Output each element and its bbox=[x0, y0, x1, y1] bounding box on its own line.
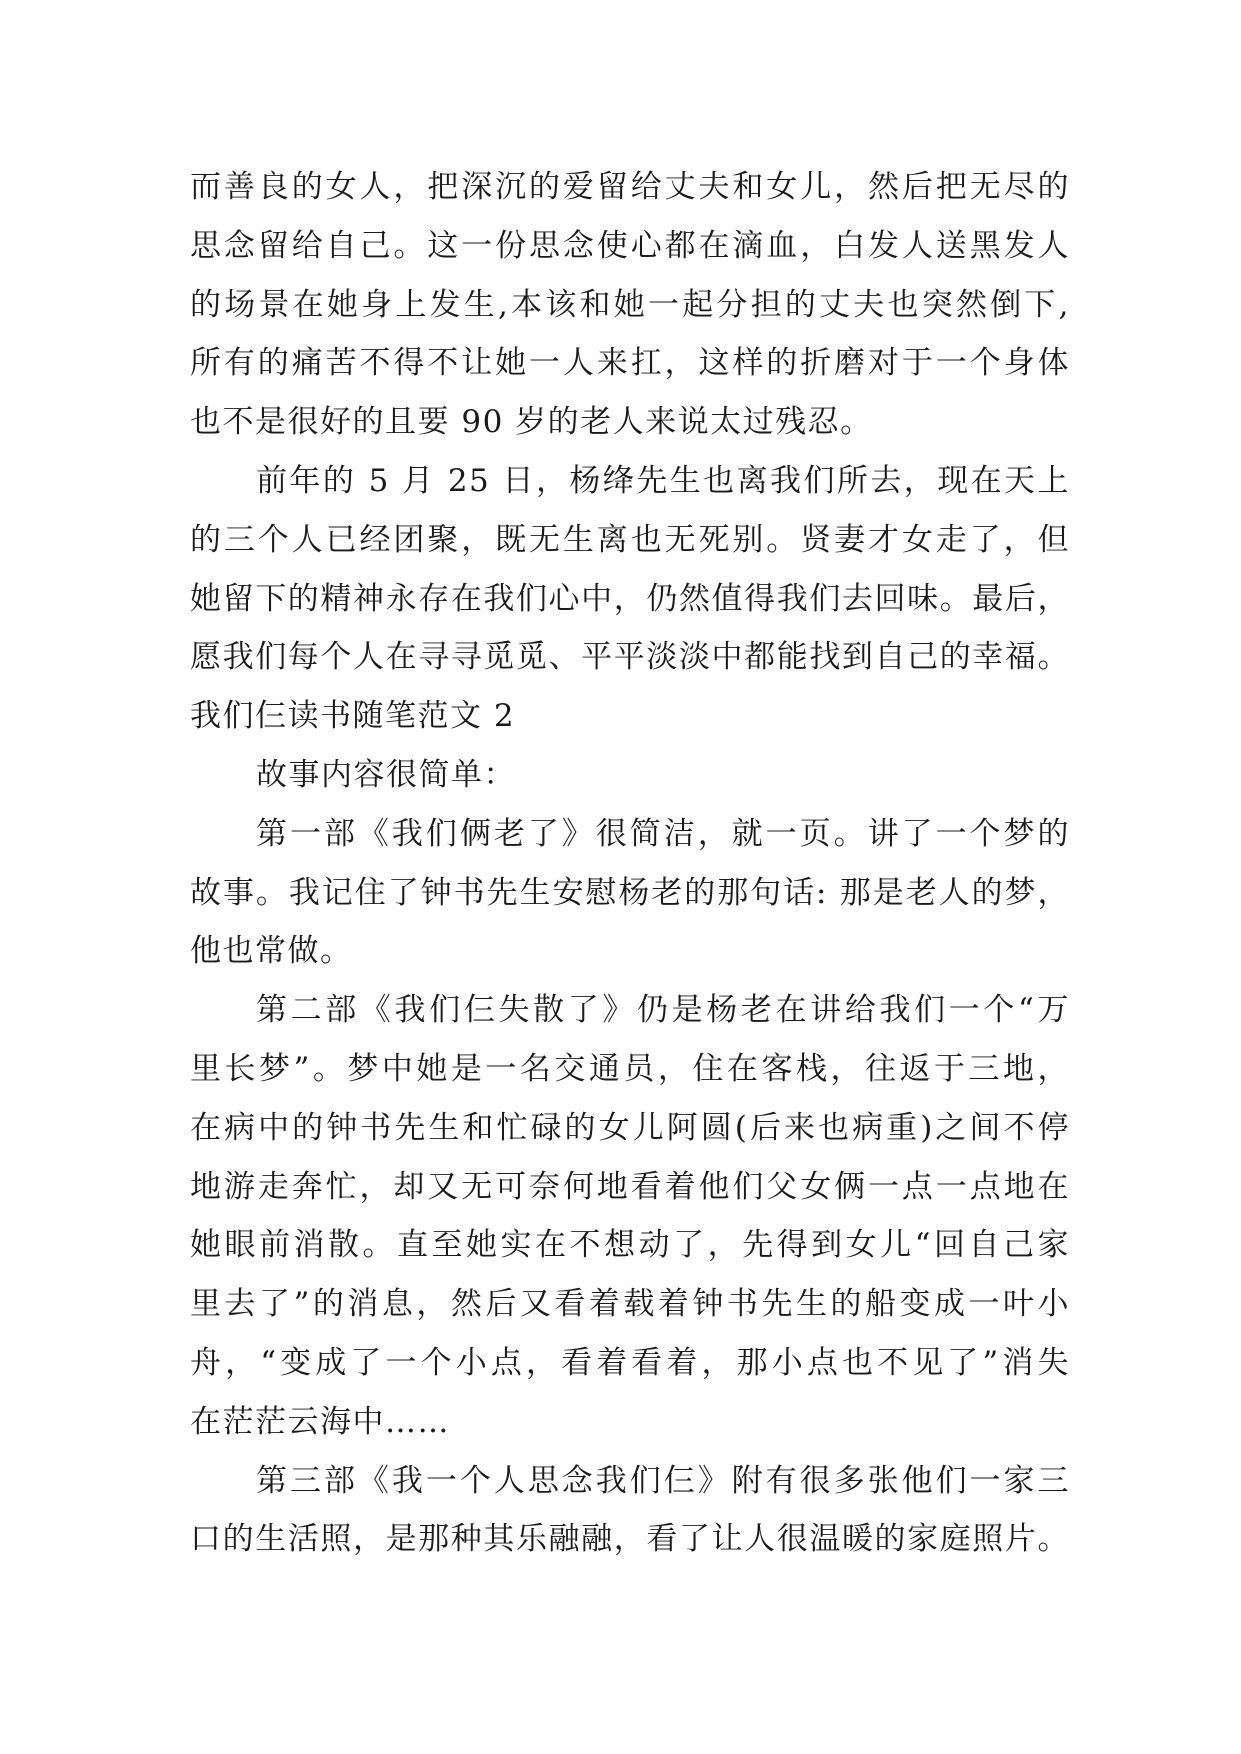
paragraph-first-line: 第三部《我一个人思念我们仨》附有很多张他们一家三 bbox=[256, 1462, 1070, 1499]
text-line: 的三个人已经团聚，既无生离也无死别。贤妻才女走了，但 bbox=[190, 521, 1070, 558]
text-line: 舟，“变成了一个小点，看着看着，那小点也不见了”消失 bbox=[190, 1344, 1070, 1381]
text-line: 里长梦”。梦中她是一名交通员，住在客栈，往返于三地， bbox=[190, 1050, 1070, 1087]
paragraph-first-line: 故事内容很简单： bbox=[256, 756, 516, 793]
text-line: 愿我们每个人在寻寻觅觅、平平淡淡中都能找到自己的幸福。 bbox=[190, 639, 1070, 676]
text-line: 而善良的女人，把深沉的爱留给丈夫和女儿，然后把无尽的 bbox=[190, 169, 1070, 205]
text-line: 也不是很好的且要 90 岁的老人来说太过残忍。 bbox=[190, 404, 873, 441]
section-heading: 我们仨读书随笔范文 2 bbox=[190, 698, 516, 735]
text-line: 思念留给自己。这一份思念使心都在滴血，白发人送黑发人 bbox=[190, 227, 1070, 264]
paragraph-first-line: 第一部《我们俩老了》很简洁，就一页。讲了一个梦的 bbox=[256, 815, 1070, 852]
paragraph-first-line: 前年的 5 月 25 日，杨绛先生也离我们所去，现在天上 bbox=[256, 462, 1070, 499]
text-line: 所有的痛苦不得不让她一人来扛，这样的折磨对于一个身体 bbox=[190, 345, 1070, 382]
document-body bbox=[190, 158, 1070, 1569]
text-line: 在病中的钟书先生和忙碌的女儿阿圆(后来也病重)之间不停 bbox=[190, 1109, 1070, 1146]
text-line: 的场景在她身上发生,本该和她一起分担的丈夫也突然倒下, bbox=[190, 286, 1070, 323]
text-line: 口的生活照，是那种其乐融融，看了让人很温暖的家庭照片。 bbox=[190, 1521, 1070, 1558]
text-line: 她眼前消散。直至她实在不想动了，先得到女儿“回自己家 bbox=[190, 1227, 1070, 1264]
text-line: 地游走奔忙，却又无可奈何地看着他们父女俩一点一点地在 bbox=[190, 1168, 1070, 1205]
text-line: 他也常做。 bbox=[190, 933, 353, 970]
text-line: 她留下的精神永存在我们心中，仍然值得我们去回味。最后， bbox=[190, 580, 1070, 617]
text-line: 故事。我记住了钟书先生安慰杨老的那句话: 那是老人的梦， bbox=[190, 874, 1070, 911]
text-line: 里去了”的消息，然后又看着载着钟书先生的船变成一叶小 bbox=[190, 1286, 1070, 1323]
paragraph-first-line: 第二部《我们仨失散了》仍是杨老在讲给我们一个“万 bbox=[256, 992, 1070, 1029]
text-line: 在茫茫云海中…… bbox=[190, 1403, 450, 1440]
